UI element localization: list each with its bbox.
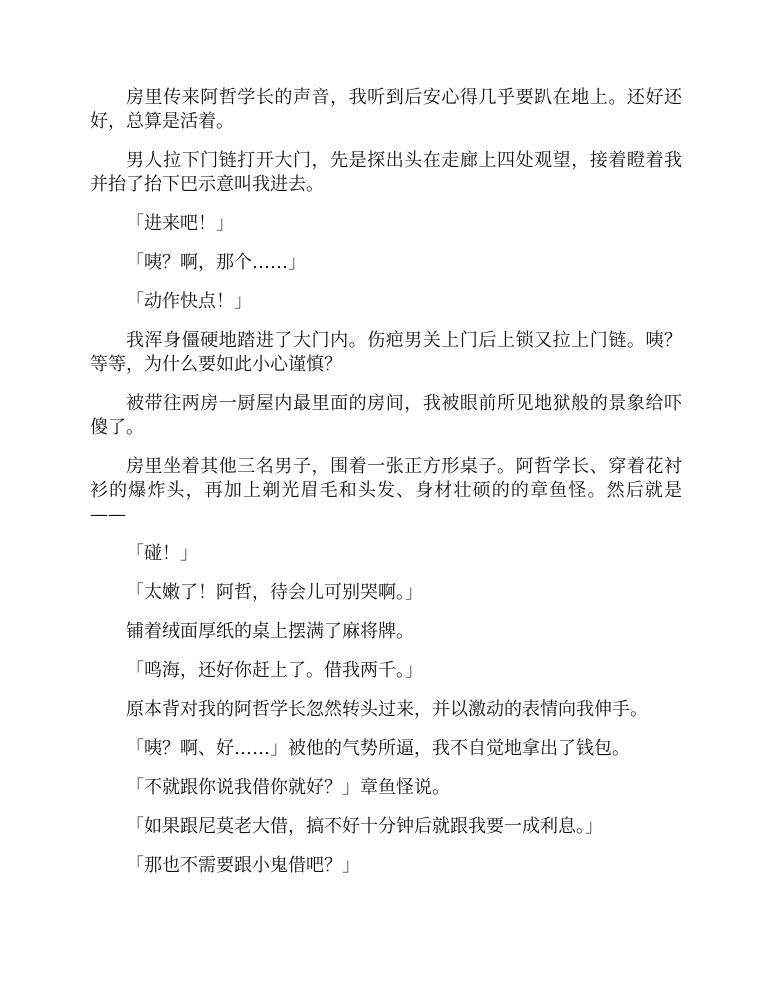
dialogue-line: 「动作快点！」: [126, 291, 252, 312]
paragraph: 铺着绒面厚纸的桌上摆满了麻将牌。: [126, 621, 414, 642]
dialogue-line: 「如果跟尼莫老大借，搞不好十分钟后就跟我要一成利息。」: [126, 816, 603, 837]
paragraph: 原本背对我的阿哲学长忽然转头过来，并以激动的表情向我伸手。: [126, 699, 648, 720]
dialogue-line: 「不就跟你说我借你就好？」章鱼怪说。: [126, 777, 450, 798]
dialogue-line: 「咦？啊、好……」被他的气势所逼，我不自觉地拿出了钱包。: [126, 738, 630, 759]
dialogue-line: 「太嫩了！阿哲，待会儿可别哭啊。」: [126, 582, 423, 603]
paragraph: 房里传来阿哲学长的声音，我听到后安心得几乎要趴在地上。还好还好，总算是活着。: [90, 87, 682, 132]
dialogue-line: 「碰！」: [126, 543, 198, 564]
dialogue-line: 「咦？啊，那个……」: [126, 252, 306, 273]
paragraph: 房里坐着其他三名男子，围着一张正方形桌子。阿哲学长、穿着花衬衫的爆炸头，再加上剃光眉毛和头发、身材壮硕的的章鱼怪。然后就是——: [90, 456, 682, 525]
paragraph: 我浑身僵硬地踏进了大门内。伤疤男关上门后上锁又拉上门链。咦？等等，为什么要如此小心谨慎？: [90, 330, 682, 375]
document-page: [90, 86, 682, 893]
paragraph: 男人拉下门链打开大门，先是探出头在走廊上四处观望，接着瞪着我并抬了抬下巴示意叫我进去。: [90, 150, 682, 195]
dialogue-line: 「鸣海，还好你赶上了。借我两千。」: [126, 660, 423, 681]
dialogue-line: 「那也不需要跟小鬼借吧？」: [126, 855, 360, 876]
dialogue-line: 「进来吧！」: [126, 213, 234, 234]
paragraph: 被带往两房一厨屋内最里面的房间，我被眼前所见地狱般的景象给吓傻了。: [90, 393, 682, 438]
